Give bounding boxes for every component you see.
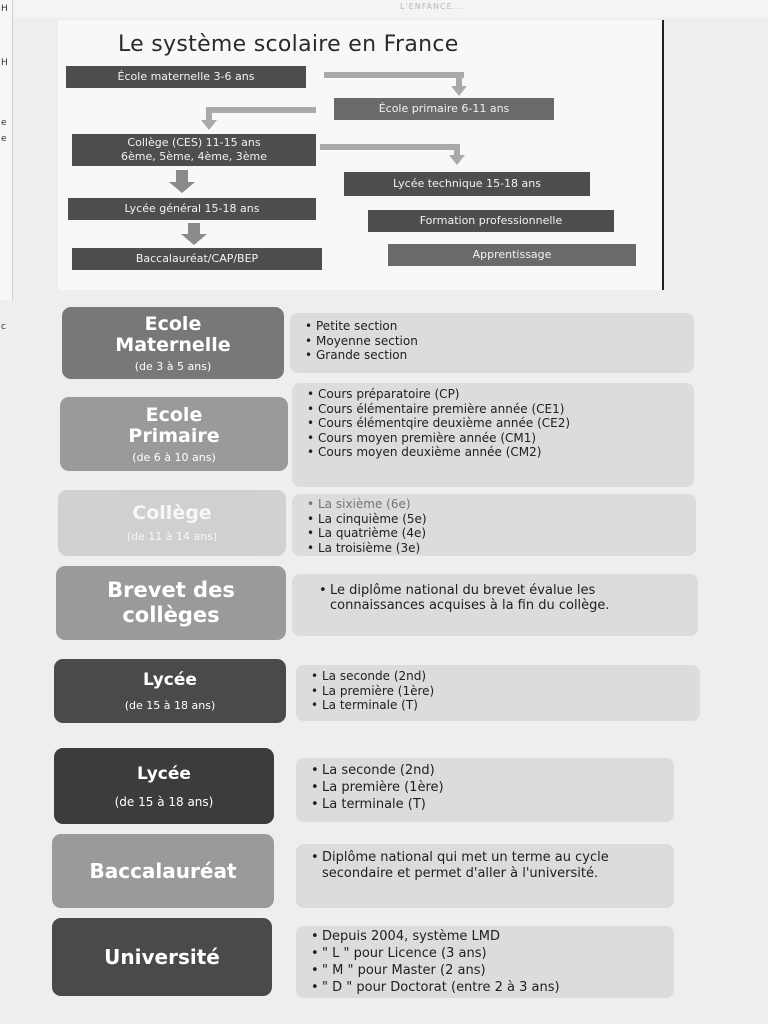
stage-age: (de 15 à 18 ans) <box>124 699 216 712</box>
margin-mark: e <box>1 134 7 144</box>
stage-age: (de 11 à 14 ans) <box>126 530 218 543</box>
list-item: • Cours moyen deuxième année (CM2) <box>318 445 680 460</box>
list-item: • La terminale (T) <box>322 796 660 813</box>
box-apprentissage: Apprentissage <box>388 244 636 266</box>
diagram-title: Le système scolaire en France <box>118 32 459 57</box>
box-baccalaureat: Baccalauréat/CAP/BEP <box>72 248 322 270</box>
box-ecole-maternelle: École maternelle 3-6 ans <box>66 66 306 88</box>
list-item: • " L " pour Licence (3 ans) <box>322 945 660 962</box>
list-item: • La première (1ère) <box>322 779 660 796</box>
stage-name: Ecole <box>144 312 202 335</box>
stage-college-label <box>58 490 286 556</box>
stage-college-details <box>292 494 696 556</box>
margin-mark: e <box>1 118 7 128</box>
list-item: • Cours préparatoire (CP) <box>318 387 680 402</box>
list-item: • Cours élémentqire deuxième année (CE2) <box>318 416 680 431</box>
page-top-strip <box>0 0 768 18</box>
list-item: • Cours moyen première année (CM1) <box>318 431 680 446</box>
margin-mark: H <box>1 58 8 68</box>
stage-name-line2: Primaire <box>128 424 220 447</box>
box-ecole-primaire: École primaire 6-11 ans <box>334 98 554 120</box>
stage-universite-details <box>296 926 674 998</box>
list-item: • Moyenne section <box>316 334 680 349</box>
faint-header-text: L'ENFANCE... <box>400 2 464 11</box>
list-item: • La seconde (2nd) <box>322 762 660 779</box>
list-item: • Grande section <box>316 348 680 363</box>
stage-brevet-details <box>292 574 698 636</box>
stage-lycee-label <box>54 659 286 723</box>
list-item: • La quatrième (4e) <box>318 526 682 541</box>
arrow-down-icon <box>169 182 195 193</box>
arrow-down-stem <box>176 170 188 182</box>
stage-name-line2: collèges <box>122 603 220 627</box>
arrow-left-drop <box>206 107 212 121</box>
stage-name: Lycée <box>143 670 197 690</box>
box-formation-professionnelle: Formation professionnelle <box>368 210 614 232</box>
list-item: • La seconde (2nd) <box>322 669 686 684</box>
arrow-down-icon <box>449 155 465 165</box>
stage-name: Brevet des <box>107 578 235 602</box>
arrow-down-icon <box>201 120 217 130</box>
school-system-diagram <box>58 20 664 290</box>
box-college <box>72 134 316 166</box>
stage-maternelle-label <box>62 307 284 379</box>
arrow-right-drop <box>456 72 462 86</box>
stage-lycee-repeat-label <box>54 748 274 824</box>
list-item: • Cours élémentaire première année (CE1) <box>318 402 680 417</box>
stage-universite-label <box>52 918 272 996</box>
list-item: • La cinquième (5e) <box>318 512 682 527</box>
stage-name: Université <box>104 944 220 969</box>
left-page-edge <box>0 0 13 332</box>
list-item: • " M " pour Master (2 ans) <box>322 962 660 979</box>
arrow-down-icon <box>451 86 467 96</box>
list-item: • Petite section <box>316 319 680 334</box>
list-item: • Le diplôme national du brevet évalue les connaissances acquises à la fin du collège. <box>330 583 684 613</box>
stage-name: Ecole <box>145 403 203 426</box>
stage-baccalaureat-label <box>52 834 274 908</box>
box-college-line2: 6ème, 5ème, 4ème, 3ème <box>121 150 267 163</box>
stage-name: Lycée <box>137 763 191 784</box>
stage-name-line2: Maternelle <box>115 333 231 356</box>
box-lycee-technique: Lycée technique 15-18 ans <box>344 172 590 196</box>
stage-primaire-label <box>60 397 288 471</box>
list-item: • Diplôme national qui met un terme au cycle secondaire et permet d'aller à l'université. <box>322 850 660 882</box>
arrow-right-shaft <box>324 72 464 78</box>
list-item: • Depuis 2004, système LMD <box>322 928 660 945</box>
list-item: • La terminale (T) <box>322 698 686 713</box>
stage-age: (de 15 à 18 ans) <box>114 794 214 809</box>
stage-baccalaureat-details <box>296 844 674 908</box>
stage-name: Baccalauréat <box>89 858 237 883</box>
list-item: • La troisième (3e) <box>318 541 682 556</box>
stage-age: (de 6 à 10 ans) <box>132 450 216 464</box>
box-lycee-general: Lycée général 15-18 ans <box>68 198 316 220</box>
margin-mark: c <box>1 322 6 332</box>
arrow-right-shaft <box>320 144 460 150</box>
stage-maternelle-details <box>290 313 694 373</box>
box-college-line1: Collège (CES) 11-15 ans <box>127 136 261 149</box>
list-item: • La sixième (6e) <box>318 497 682 512</box>
stage-brevet-label <box>56 566 286 640</box>
stage-age: (de 3 à 5 ans) <box>134 359 212 373</box>
list-item: • La première (1ère) <box>322 684 686 699</box>
stage-primaire-details <box>292 383 694 487</box>
arrow-down-icon <box>181 234 207 245</box>
list-item: • " D " pour Doctorat (entre 2 à 3 ans) <box>322 979 660 996</box>
stage-lycee-details <box>296 665 700 721</box>
stage-lycee-repeat-details <box>296 758 674 822</box>
margin-mark: H <box>1 4 8 14</box>
stage-name: Collège <box>132 502 212 524</box>
arrow-left-shaft <box>206 107 316 113</box>
